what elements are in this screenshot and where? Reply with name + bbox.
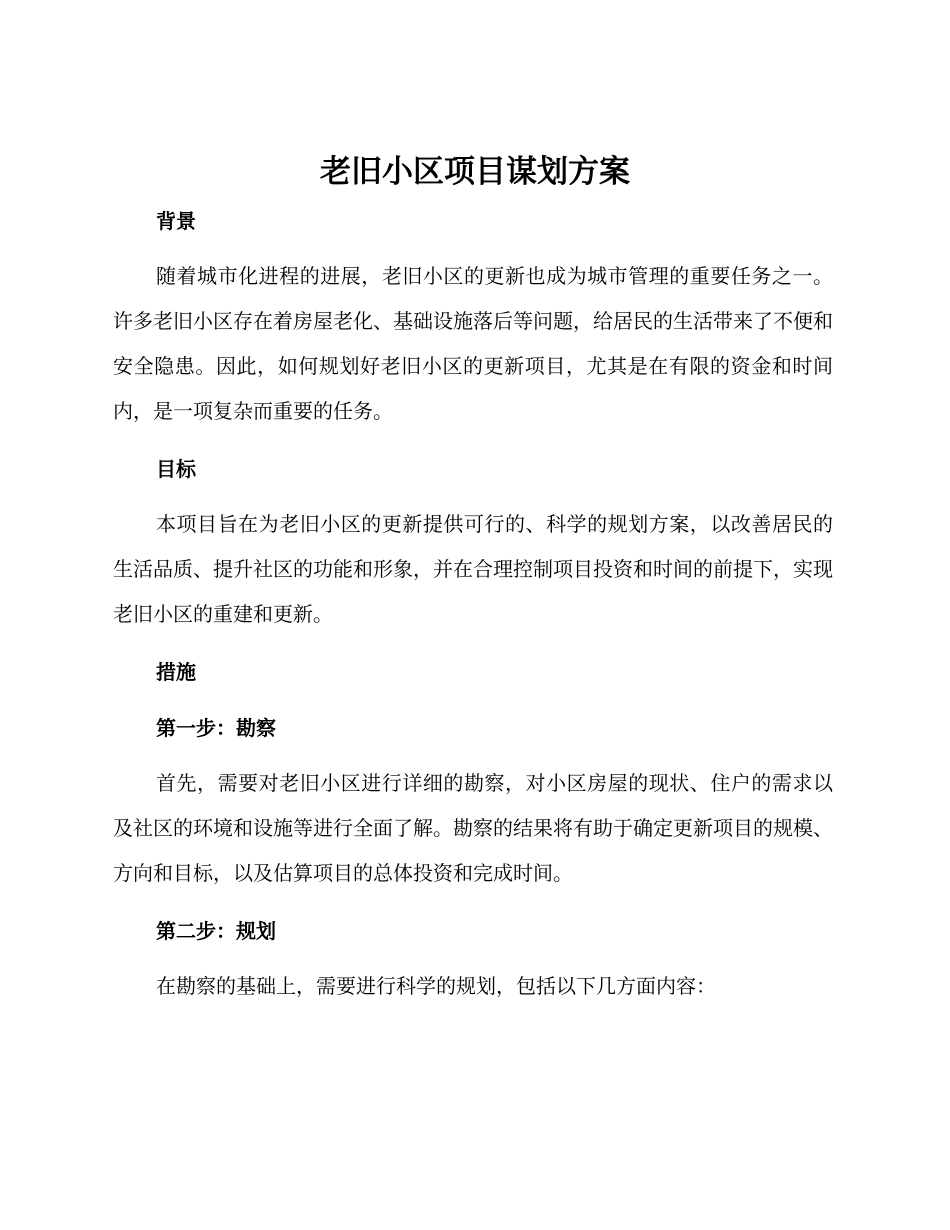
section-heading-goal: 目标 [156,457,196,481]
step-heading-survey: 第一步：勘察 [156,716,276,740]
step-heading-planning: 第二步：规划 [156,919,276,943]
section-heading-background: 背景 [156,209,196,233]
paragraph-planning: 在勘察的基础上，需要进行科学的规划，包括以下几方面内容： [156,974,716,998]
paragraph-goal: 本项目旨在为老旧小区的更新提供可行的、科学的规划方案，以改善居民的生活品质、提升社区的功能和形象，并在合理控制项目投资和时间的前提下，实现老旧小区的重建和更新。 [113,512,833,626]
paragraph-background: 随着城市化进程的进展，老旧小区的更新也成为城市管理的重要任务之一。许多老旧小区存在着房屋老化、基础设施落后等问题，给居民的生活带来了不便和安全隐患。因此，如何规划好老旧小区的更新项目，尤其是在有限的资金和时间内，是一项复杂而重要的任务。 [113,264,833,423]
paragraph-survey: 首先，需要对老旧小区进行详细的勘察，对小区房屋的现状、住户的需求以及社区的环境和设施等进行全面了解。勘察的结果将有助于确定更新项目的规模、方向和目标，以及估算项目的总体投资和完成时间。 [113,771,833,885]
document-body [113,198,833,1009]
section-heading-measures: 措施 [156,660,196,684]
document-title: 老旧小区项目谋划方案 [320,154,630,190]
